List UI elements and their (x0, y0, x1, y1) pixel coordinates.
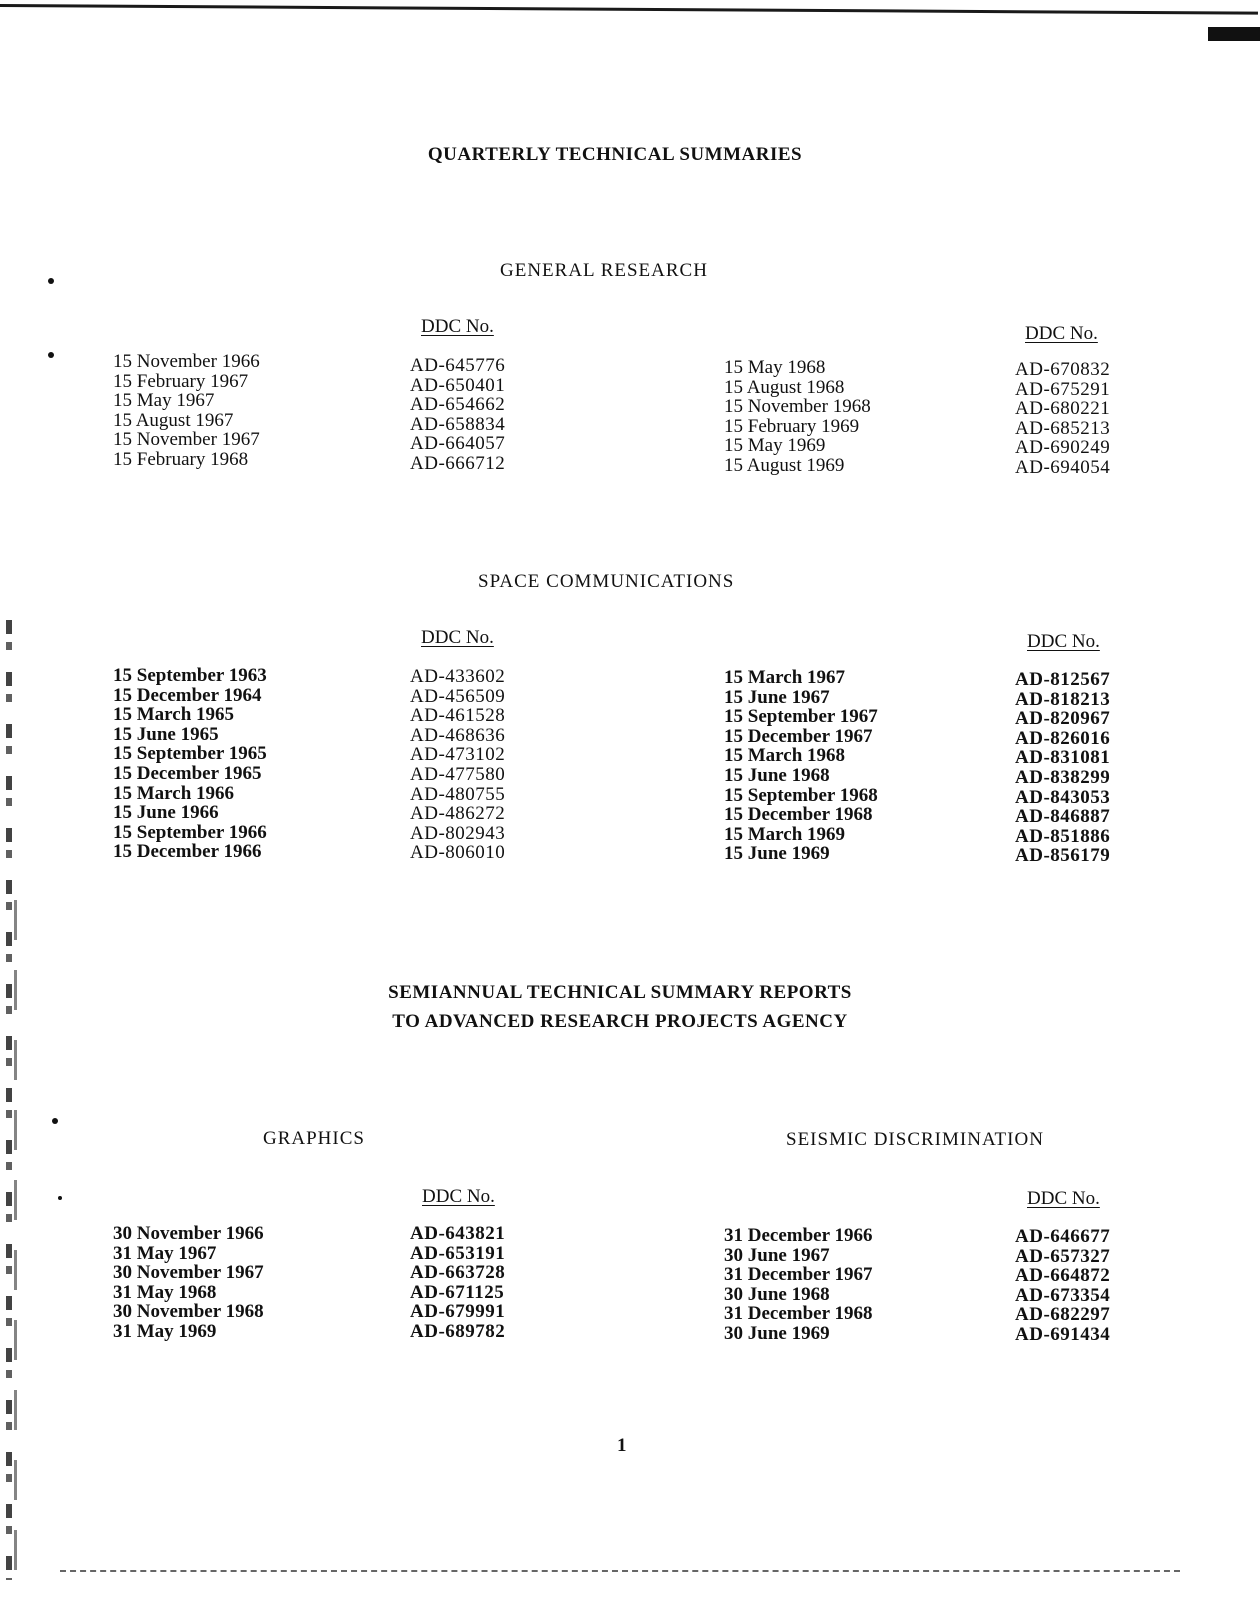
date-item: 15 March 1967 (724, 667, 846, 688)
seismic-dates (724, 1226, 872, 1344)
page-number: 1 (617, 1435, 627, 1456)
ddc-number: AD-680221 (1015, 398, 1111, 420)
date-item: 30 November 1968 (113, 1301, 264, 1323)
ddc-number: AD-802943 (410, 822, 506, 844)
date-item: 15 November 1967 (113, 429, 260, 451)
ddc-header-left: DDC No. (421, 316, 494, 337)
ddc-number: AD-664872 (1015, 1265, 1111, 1287)
ddc-number: AD-806010 (410, 842, 506, 864)
ddc-number: AD-690249 (1015, 437, 1111, 459)
date-item: 31 May 1968 (113, 1281, 217, 1303)
ddc-number: AD-666712 (410, 452, 506, 474)
ddc-number: AD-818213 (1015, 688, 1111, 710)
space-communications-right-ddc (1015, 670, 1110, 866)
date-item: 15 March 1969 (724, 823, 846, 845)
ddc-number: AD-820967 (1015, 708, 1111, 730)
scan-speck (58, 1196, 62, 1200)
ddc-number: AD-643821 (410, 1223, 506, 1244)
semiannual-title-line-1: SEMIANNUAL TECHNICAL SUMMARY REPORTS (388, 982, 852, 1003)
space-communications-left-dates (113, 666, 267, 862)
ddc-number: AD-653191 (410, 1242, 506, 1264)
ddc-number: AD-843053 (1015, 786, 1111, 808)
general-research-right-dates (724, 358, 871, 476)
left-edge-scan-noise-2 (14, 900, 17, 1580)
ddc-number: AD-433602 (410, 666, 506, 687)
scan-speck (48, 278, 54, 284)
graphics-dates (113, 1224, 264, 1342)
ddc-number: AD-831081 (1015, 747, 1111, 769)
date-item: 15 May 1967 (113, 390, 215, 412)
date-item: 15 December 1966 (113, 841, 262, 863)
graphics-ddc (410, 1224, 505, 1342)
date-item: 15 November 1968 (724, 396, 871, 418)
left-edge-scan-noise (6, 620, 12, 1580)
ddc-number: AD-694054 (1015, 456, 1111, 478)
ddc-number: AD-658834 (410, 413, 506, 435)
date-item: 31 December 1966 (724, 1225, 873, 1246)
ddc-header-right: DDC No. (1027, 631, 1100, 652)
date-item: 15 August 1967 (113, 409, 234, 431)
general-research-left-dates (113, 352, 260, 470)
top-rule (0, 4, 1258, 15)
space-communications-title: SPACE COMMUNICATIONS (478, 571, 735, 592)
date-item: 31 December 1967 (724, 1264, 873, 1286)
ddc-number: AD-646677 (1015, 1226, 1111, 1247)
date-item: 15 May 1968 (724, 357, 826, 378)
date-item: 15 November 1966 (113, 351, 260, 372)
general-research-title: GENERAL RESEARCH (500, 260, 708, 281)
graphics-title: GRAPHICS (263, 1128, 365, 1149)
ddc-number: AD-682297 (1015, 1304, 1111, 1326)
date-item: 15 September 1965 (113, 743, 267, 765)
ddc-number: AD-856179 (1015, 845, 1111, 867)
ddc-number: AD-838299 (1015, 766, 1111, 788)
ddc-number: AD-650401 (410, 374, 506, 396)
ddc-number: AD-657327 (1015, 1245, 1111, 1267)
scan-speck (52, 1118, 58, 1124)
ddc-number: AD-654662 (410, 394, 506, 416)
ddc-number: AD-826016 (1015, 727, 1111, 749)
date-item: 15 June 1965 (113, 723, 219, 745)
general-research-left-ddc (410, 356, 505, 474)
date-item: 15 February 1968 (113, 448, 249, 470)
date-item: 30 November 1966 (113, 1223, 264, 1244)
date-item: 30 June 1967 (724, 1244, 830, 1266)
ddc-number: AD-456509 (410, 685, 506, 707)
ddc-number: AD-691434 (1015, 1323, 1111, 1345)
ddc-number: AD-663728 (410, 1262, 506, 1284)
date-item: 15 December 1964 (113, 684, 262, 706)
date-item: 15 June 1969 (724, 843, 830, 865)
ddc-number: AD-645776 (410, 355, 506, 376)
ddc-number: AD-670832 (1015, 359, 1111, 380)
ddc-header-left: DDC No. (421, 627, 494, 648)
ddc-number: AD-671125 (410, 1281, 505, 1303)
main-title: QUARTERLY TECHNICAL SUMMARIES (427, 144, 803, 165)
date-item: 15 September 1968 (724, 784, 878, 806)
date-item: 15 December 1968 (724, 804, 873, 826)
date-item: 15 September 1966 (113, 821, 267, 843)
date-item: 15 June 1966 (113, 802, 219, 824)
date-item: 15 June 1967 (724, 686, 830, 708)
date-item: 30 June 1969 (724, 1322, 830, 1344)
ddc-number: AD-685213 (1015, 417, 1111, 439)
ddc-number: AD-851886 (1015, 825, 1111, 847)
date-item: 15 March 1966 (113, 782, 235, 804)
ddc-number: AD-679991 (410, 1301, 506, 1323)
ddc-number: AD-673354 (1015, 1284, 1111, 1306)
ddc-number: AD-689782 (410, 1320, 506, 1342)
date-item: 15 June 1968 (724, 764, 830, 786)
date-item: 15 March 1965 (113, 704, 235, 726)
ddc-number: AD-675291 (1015, 378, 1111, 400)
space-communications-left-ddc (410, 667, 505, 863)
date-item: 15 August 1969 (724, 454, 845, 476)
ddc-header-right: DDC No. (1027, 1188, 1100, 1209)
ddc-number: AD-664057 (410, 433, 506, 455)
date-item: 15 May 1969 (724, 435, 826, 457)
ddc-number: AD-812567 (1015, 669, 1111, 690)
ddc-number: AD-473102 (410, 744, 506, 766)
ddc-header-right: DDC No. (1025, 323, 1098, 344)
seismic-discrimination-title: SEISMIC DISCRIMINATION (786, 1129, 1044, 1150)
date-item: 15 December 1965 (113, 762, 262, 784)
ddc-number: AD-461528 (410, 705, 506, 727)
seismic-ddc (1015, 1227, 1110, 1345)
date-item: 31 December 1968 (724, 1303, 873, 1325)
date-item: 15 March 1968 (724, 745, 846, 767)
ddc-number: AD-486272 (410, 803, 506, 825)
date-item: 31 May 1967 (113, 1242, 217, 1264)
bottom-rule (60, 1570, 1180, 1573)
scan-speck (48, 352, 54, 358)
ddc-header-left: DDC No. (422, 1186, 495, 1207)
date-item: 15 September 1963 (113, 665, 267, 686)
semiannual-title-line-2: TO ADVANCED RESEARCH PROJECTS AGENCY (392, 1011, 848, 1032)
date-item: 15 December 1967 (724, 725, 873, 747)
ddc-number: AD-480755 (410, 783, 506, 805)
date-item: 30 June 1968 (724, 1283, 830, 1305)
date-item: 15 February 1967 (113, 370, 249, 392)
general-research-right-ddc (1015, 360, 1110, 478)
ddc-number: AD-468636 (410, 724, 506, 746)
ddc-number: AD-477580 (410, 763, 506, 785)
date-item: 15 February 1969 (724, 415, 860, 437)
date-item: 15 August 1968 (724, 376, 845, 398)
ddc-number: AD-846887 (1015, 806, 1111, 828)
date-item: 30 November 1967 (113, 1262, 264, 1284)
date-item: 31 May 1969 (113, 1320, 217, 1342)
space-communications-right-dates (724, 668, 878, 864)
date-item: 15 September 1967 (724, 706, 878, 728)
corner-blot (1208, 27, 1260, 41)
